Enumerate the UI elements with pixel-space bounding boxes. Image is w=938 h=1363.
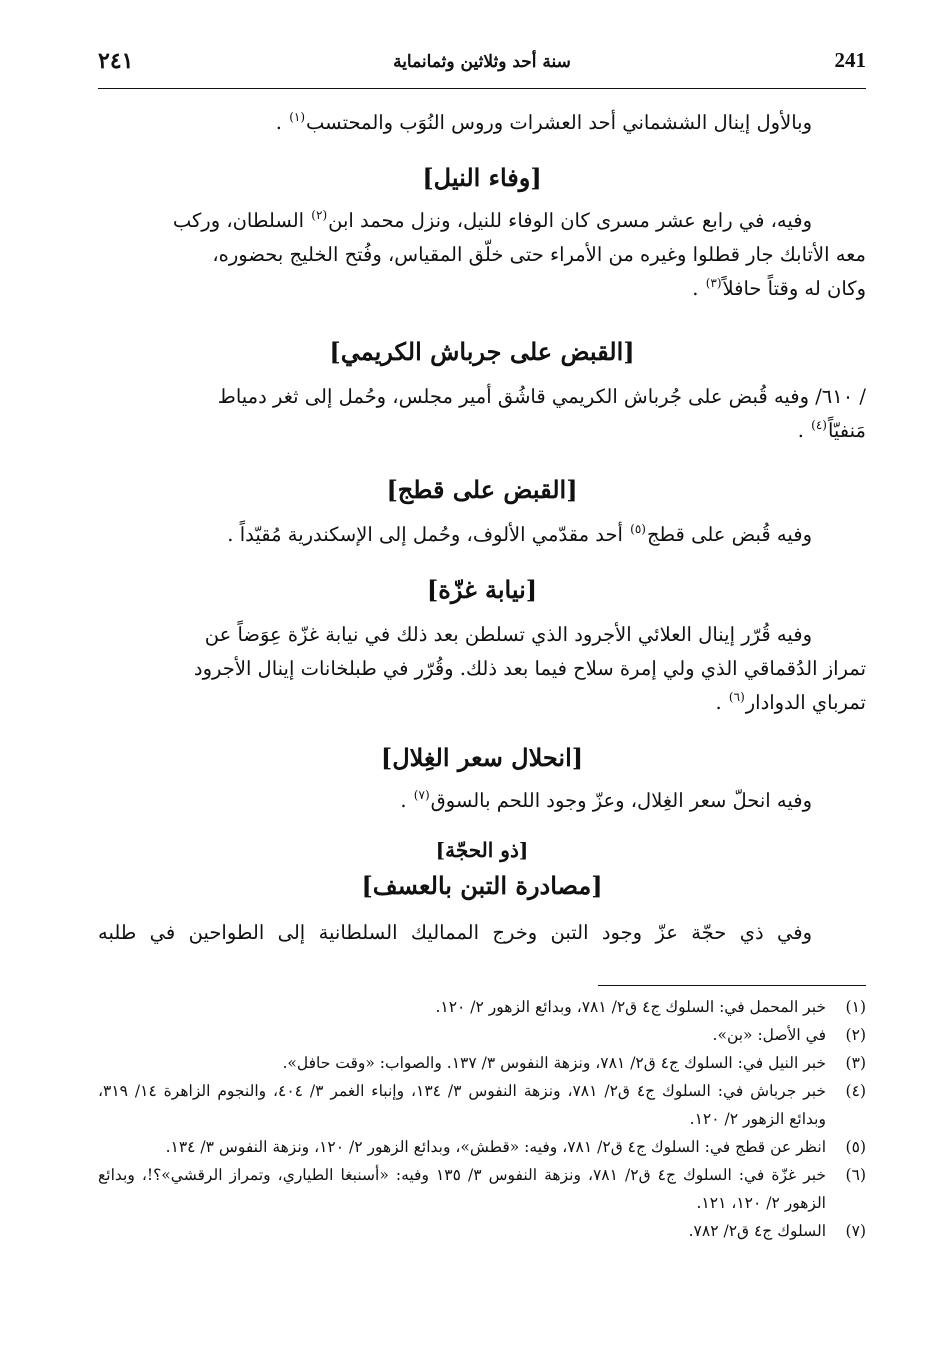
footnote-item	[98, 1077, 866, 1133]
footnote-text: خبر النيل في: السلوك ج٤ ق٢/ ٧٨١، ونزهة النفوس ٣/ ١٣٧. والصواب: «وقت حافل».	[282, 1054, 826, 1072]
section-heading-nile: [وفاء النيل]	[422, 163, 542, 192]
paragraph-line	[98, 414, 866, 448]
paragraph-qataj	[98, 518, 812, 552]
footnote-item	[98, 1049, 866, 1077]
page-number-arabic: ٢٤١	[98, 48, 134, 74]
paragraph-line: معه الأتابك جار قطلوا وغيره من الأمراء حتى خلّق المقياس، وفُتح الخليج بحضوره،	[212, 243, 866, 266]
paragraph-line: وفيه قُرّر إينال العلائي الأجرود الذي تسلطن بعد ذلك في نيابة غزّة عِوَضاً عن	[204, 623, 812, 646]
footnote-text: انظر عن قطج في: السلوك ج٤ ق٢/ ٧٨١، وفيه: «قطش»، وبدائع الزهور ٢/ ١٢٠، ونزهة النفوس ٣/ ١٣٤.	[165, 1138, 826, 1156]
footnote-number: (٧)	[845, 1222, 866, 1240]
footnote-item	[98, 1161, 866, 1217]
footnote-ref: (٥)	[630, 522, 646, 536]
footnote-ref: (٧)	[413, 788, 430, 802]
paragraph-text: .	[400, 789, 413, 812]
line-text: وفيه، في رابع عشر مسرى كان الوفاء للنيل، ونزل محمد ابن	[328, 209, 812, 232]
header-rule	[98, 88, 866, 89]
section-heading-straw: [مصادرة التبن بالعسف]	[361, 871, 603, 900]
section-heading-qataj: [القبض على قطج]	[386, 475, 578, 504]
footnote-item	[98, 1217, 866, 1245]
footnote-ref: (٦)	[728, 690, 745, 704]
line-text: وكان له وقتاً حافلاً	[722, 277, 866, 300]
footnote-item	[98, 1133, 866, 1161]
paragraph-straw	[98, 916, 866, 950]
section-heading-grain: [انحلال سعر الغِلال]	[380, 743, 584, 772]
paragraph-intro	[98, 106, 812, 140]
paragraph-line	[98, 686, 866, 720]
footnote-ref: (١)	[289, 110, 306, 124]
footnote-ref: (٣)	[705, 276, 722, 290]
paragraph-line: وفي ذي حجّة عزّ وجود التبن وخرج المماليك السلطانية إلى الطواحين في طلبه	[98, 921, 812, 944]
footnote-text: خبر غزّة في: السلوك ج٤ ق٢/ ٧٨١، ونزهة النفوس ٣/ ١٣٥ وفيه: «أسنبغا الطياري، وتمراز الرقشي»؟!، وبدائع الزهور ٢/ ١٢٠، ١٢١.	[98, 1166, 826, 1212]
paragraph-text: وفيه انحلّ سعر الغِلال، وعزّ وجود اللحم بالسوق	[430, 789, 812, 812]
footnote-number: (٥)	[845, 1138, 866, 1156]
footnote-rule	[598, 985, 866, 986]
paragraph-text: أحد مقدّمي الألوف، وحُمل إلى الإسكندرية مُقيّداً .	[227, 523, 630, 546]
line-text: السلطان، وركب	[172, 209, 311, 232]
footnote-ref: (٤)	[811, 418, 827, 432]
footnote-number: (١)	[845, 998, 866, 1016]
footnote-text: السلوك ج٤ ق٢/ ٧٨٢.	[688, 1222, 826, 1240]
month-heading: [ذو الحجّة]	[435, 838, 529, 862]
section-heading-gaza: [نيابة غزّة]	[426, 575, 538, 604]
paragraph-text: وبالأول إينال الششماني أحد العشرات وروس النُوَب والمحتسب	[306, 111, 812, 134]
line-text: .	[692, 277, 705, 300]
footnote-item	[98, 993, 866, 1021]
footnote-item	[98, 1021, 866, 1049]
running-header	[98, 46, 866, 86]
paragraph-grain	[98, 784, 812, 818]
paragraph-line: تمراز الدُقماقي الذي ولي إمرة سلاح فيما بعد ذلك. وقُرّر في طبلخانات إينال الأجرود	[193, 657, 866, 680]
paragraph-line	[98, 204, 866, 238]
footnote-ref: (٢)	[311, 208, 328, 222]
footnote-number: (٣)	[845, 1054, 866, 1072]
footnote-text: خبر المحمل في: السلوك ج٤ ق٢/ ٧٨١، وبدائع الزهور ٢/ ١٢٠.	[435, 998, 826, 1016]
section-heading-jirbash: [القبض على جرباش الكريمي]	[329, 337, 635, 366]
paragraph-gaza	[98, 618, 866, 720]
footnote-text: خبر جرباش في: السلوك ج٤ ق٢/ ٧٨١، ونزهة النفوس ٣/ ١٣٤، وإنباء الغمر ٣/ ٤٠٤، والنجوم الزاهرة ١٤/ ٣١٩، وبدائع الزهور ٢/ ١٢٠.	[98, 1082, 826, 1128]
paragraph-end: .	[275, 111, 289, 134]
line-text: .	[797, 419, 811, 442]
running-title: سنة أحد وثلاثين وثمانماية	[393, 52, 571, 72]
paragraph-nile	[98, 204, 866, 306]
paragraph-text: وفيه قُبض على قطج	[646, 523, 812, 546]
paragraph-line	[98, 272, 866, 306]
line-text: تمرباي الدوادار	[745, 691, 866, 714]
footnotes	[98, 993, 866, 1245]
footnote-text: في الأصل: «بن».	[712, 1026, 826, 1044]
footnote-number: (٤)	[845, 1082, 866, 1100]
line-text: مَنفيّاً	[827, 419, 866, 442]
line-text: .	[715, 691, 728, 714]
paragraph-jirbash	[98, 380, 866, 448]
footnote-number: (٦)	[845, 1166, 866, 1184]
page-number: 241	[834, 48, 866, 72]
paragraph-line: / ٦١٠/ وفيه قُبض على جُرباش الكريمي قاشُق أمير مجلس، وحُمل إلى ثغر دمياط	[217, 385, 866, 408]
footnote-number: (٢)	[845, 1026, 866, 1044]
